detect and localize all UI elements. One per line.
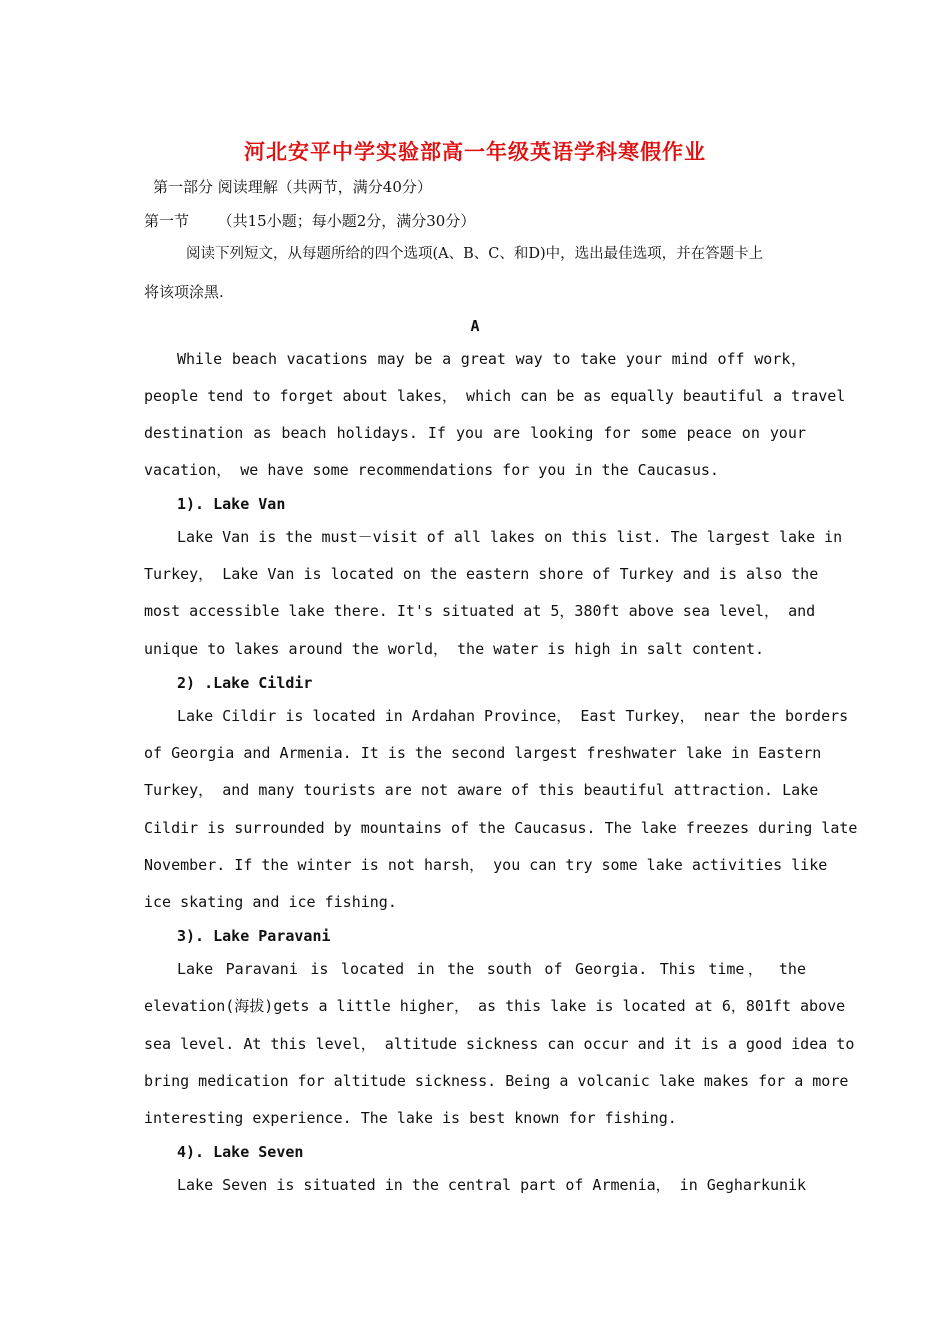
paragraph-line: November. If the winter is not harsh， you can try some lake activities like — [144, 856, 828, 874]
paragraph-line: people tend to forget about lakes， which can be as equally beautiful a travel — [144, 387, 846, 405]
paragraph-line: Lake Cildir is located in Ardahan Province， East Turkey， near the borders — [177, 707, 849, 725]
paragraph-line: Turkey， Lake Van is located on the eastern shore of Turkey and is also the — [144, 565, 819, 583]
paragraph-line: Lake Seven is situated in the central part of Armenia， in Gegharkunik — [177, 1176, 807, 1194]
section-title-lake-seven: 4). Lake Seven — [177, 1143, 304, 1161]
paragraph-line: ice skating and ice fishing. — [144, 893, 397, 911]
paragraph-line: Lake Van is the must－visit of all lakes on this list. The largest lake in — [177, 528, 843, 546]
section-title-lake-cildir: 2) .Lake Cildir — [177, 674, 313, 692]
section-heading: 第一节 （共15小题；每小题2分，满分30分） — [144, 212, 476, 230]
section-title-lake-van: 1). Lake Van — [177, 495, 286, 513]
paragraph-line: While beach vacations may be a great way to take your mind off work， — [177, 350, 806, 368]
paragraph-line: most accessible lake there. It's situated at 5，380ft above sea level， and — [144, 602, 816, 620]
paragraph-line: interesting experience. The lake is best known for fishing. — [144, 1109, 677, 1127]
part-heading: 第一部分 阅读理解（共两节，满分40分） — [153, 178, 432, 196]
paragraph-line: Turkey， and many tourists are not aware of this beautiful attraction. Lake — [144, 781, 819, 799]
paragraph-line: destination as beach holidays. If you are looking for some peace on your — [144, 424, 806, 442]
paragraph-line: of Georgia and Armenia. It is the second largest freshwater lake in Eastern — [144, 744, 822, 762]
section-title-lake-paravani: 3). Lake Paravani — [177, 927, 331, 945]
paragraph-line: Cildir is surrounded by mountains of the Caucasus. The lake freezes during late — [144, 819, 858, 837]
paragraph-line: elevation(海拔)gets a little higher， as this lake is located at 6，801ft above — [144, 997, 846, 1015]
paragraph-line: vacation， we have some recommendations for you in the Caucasus. — [144, 461, 719, 479]
paragraph-line: sea level. At this level， altitude sickness can occur and it is a good idea to — [144, 1035, 855, 1053]
paragraph-line: Lake Paravani is located in the south of Georgia. This time， the — [177, 960, 806, 978]
instruction-line: 将该项涂黑. — [144, 283, 224, 301]
instruction-line: 阅读下列短文，从每题所给的四个选项(A、B、C、和D)中，选出最佳选项，并在答题卡上 — [186, 246, 764, 262]
passage-label: A — [470, 317, 480, 335]
paragraph-line: bring medication for altitude sickness. Being a volcanic lake makes for a more — [144, 1072, 849, 1090]
page-title: 河北安平中学实验部高一年级英语学科寒假作业 — [244, 140, 706, 164]
paragraph-line: unique to lakes around the world， the water is high in salt content. — [144, 640, 765, 658]
